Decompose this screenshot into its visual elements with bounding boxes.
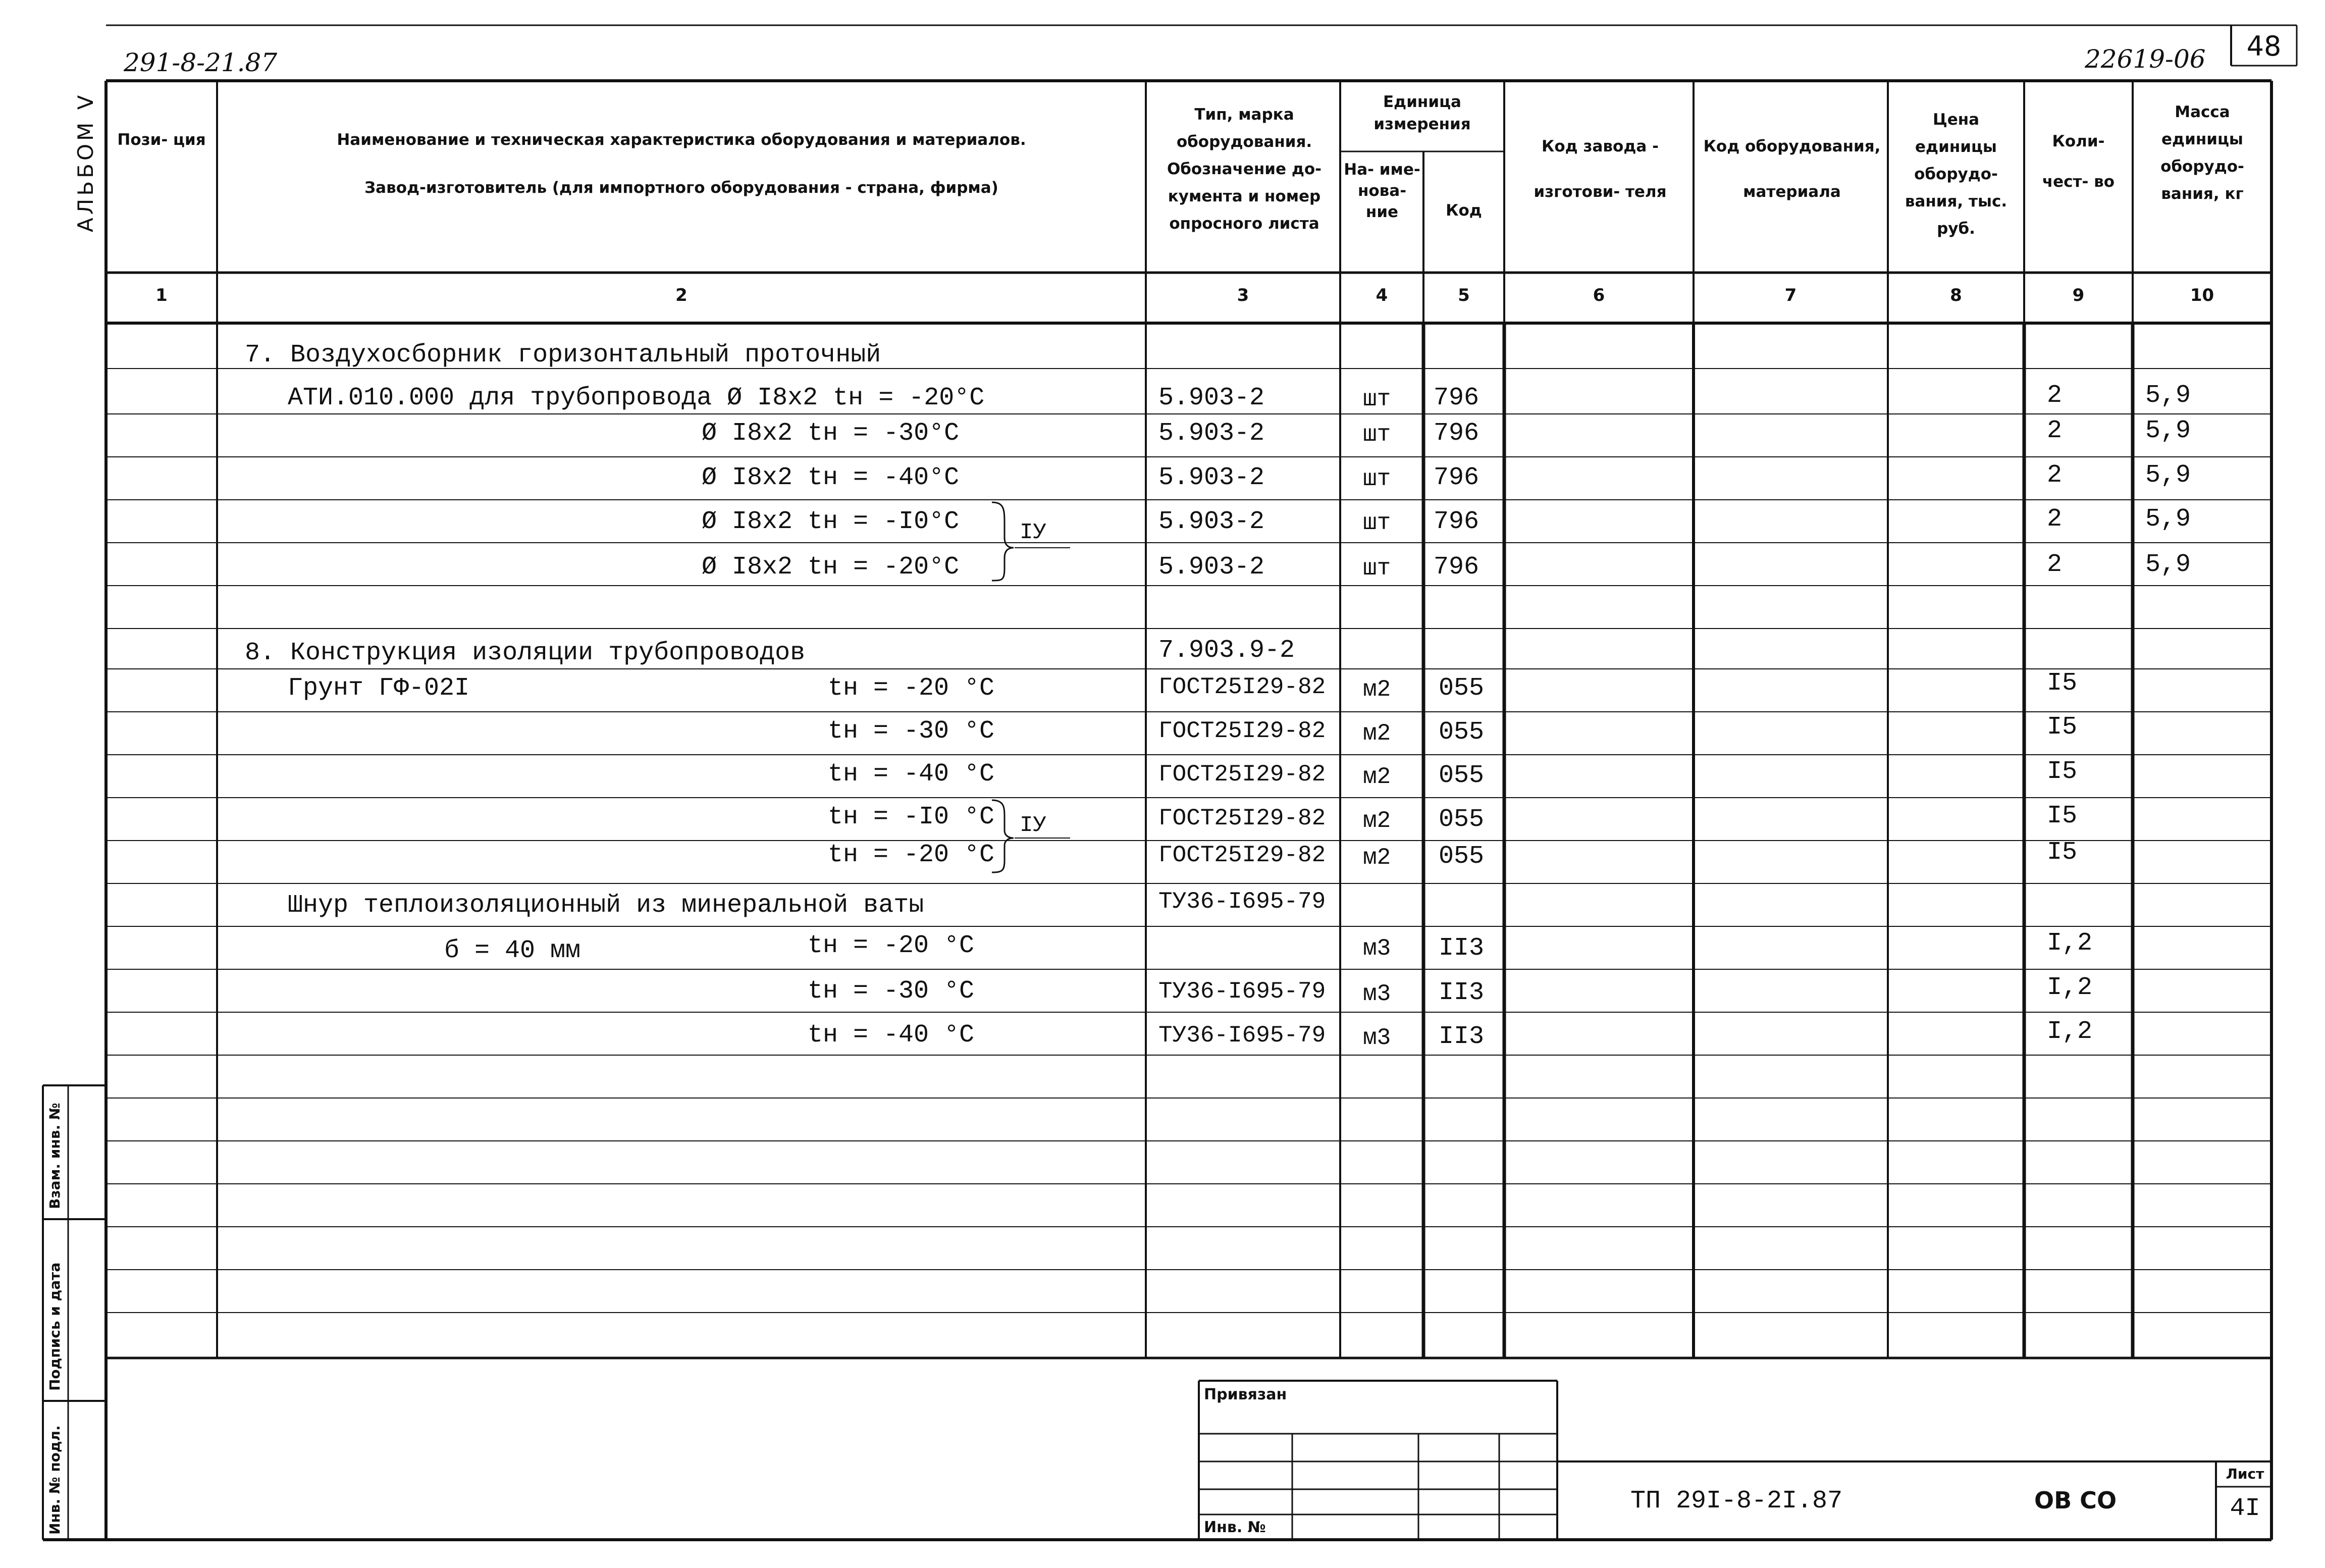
row-unit: м3 [1363, 935, 1391, 962]
row-doc: ТУ36-I695-79 [1158, 1022, 1326, 1049]
col-number: 4 [1376, 285, 1388, 305]
row-doc: ТУ36-I695-79 [1158, 978, 1326, 1005]
row-temp: tн = -20 °C [808, 931, 975, 960]
row-name: Грунт ГФ-02I [288, 674, 470, 703]
row-code: II3 [1439, 1022, 1485, 1051]
row-temp: tн = -40 °C [828, 760, 995, 789]
header-price: Цена единицы оборудо- вания, тыс. руб. [1905, 111, 2007, 238]
row-name: АТИ.010.000 для трубопровода Ø I8x2 tн = -20°C [288, 384, 985, 412]
header-unit-code: Код [1446, 201, 1482, 220]
row-qty: 2 [2047, 461, 2063, 490]
row-code: 796 [1434, 553, 1479, 582]
header-equipment-code: Код оборудования, материала [1703, 137, 1881, 201]
col-number: 7 [1784, 285, 1797, 305]
row-temp: tн = -I0 °C [828, 803, 995, 831]
row-qty: 2 [2047, 416, 2063, 445]
col-number: 9 [2072, 285, 2085, 305]
row-code: 796 [1434, 384, 1479, 412]
row-qty: I5 [2047, 757, 2078, 786]
album-label: АЛЬБОМ V [73, 92, 98, 232]
row-doc: ГОСТ25I29-82 [1158, 805, 1326, 831]
row-name: Ø I8x2 tн = -I0°C [702, 507, 960, 536]
row-temp: tн = -20 °C [828, 674, 995, 703]
row-code: 055 [1439, 718, 1485, 747]
header-quantity: Коли- чест- во [2042, 132, 2115, 191]
row-unit: м2 [1363, 720, 1391, 747]
page-number: 48 [2246, 30, 2282, 62]
row-unit: шт [1363, 466, 1391, 492]
top-left-number: 291-8-21.87 [124, 48, 278, 77]
row-doc: 5.903-2 [1158, 419, 1265, 448]
row-code: 055 [1439, 674, 1485, 703]
col-number: 6 [1593, 285, 1605, 305]
row-code: 796 [1434, 463, 1479, 492]
row-qty: I5 [2047, 713, 2078, 742]
col-number: 1 [155, 285, 168, 305]
row-code: II3 [1439, 934, 1485, 963]
row-mass: 5,9 [2145, 416, 2191, 445]
row-mass: 5,9 [2145, 381, 2191, 410]
row-unit: м2 [1363, 808, 1391, 834]
row-qty: 2 [2047, 381, 2063, 410]
row-name: Ø I8x2 tн = -20°C [702, 553, 960, 582]
brace-label: IУ [1020, 813, 1046, 838]
row-temp: tн = -40 °C [808, 1021, 975, 1050]
row-qty: I,2 [2047, 973, 2093, 1002]
row-name: Ø I8x2 tн = -30°C [702, 419, 960, 448]
col-number: 3 [1237, 285, 1249, 305]
row-code: 055 [1439, 761, 1485, 790]
row-temp: tн = -30 °C [828, 717, 995, 746]
top-right-number: 22619-06 [2085, 44, 2206, 74]
row-doc: ГОСТ25I29-82 [1158, 761, 1326, 788]
row-qty: 2 [2047, 505, 2063, 534]
header-unit-name: На- име- нова- ние [1344, 161, 1420, 221]
sidebar-inv: Инв. № подл. [46, 1425, 63, 1535]
stamp-sheet-number: 4I [2230, 1494, 2260, 1523]
row-code: 055 [1439, 842, 1485, 871]
row-qty: I5 [2047, 802, 2078, 830]
col-number: 2 [675, 285, 688, 305]
row-doc: 5.903-2 [1158, 384, 1265, 412]
row-mass: 5,9 [2145, 550, 2191, 579]
header-factory-code: Код завода - изготови- теля [1534, 137, 1667, 201]
row-doc: ГОСТ25I29-82 [1158, 842, 1326, 868]
sidebar-podpis: Подпись и дата [46, 1262, 63, 1391]
row-doc: 5.903-2 [1158, 463, 1265, 492]
header-position: Пози- ция [117, 131, 206, 149]
stamp-code: ОВ СО [2034, 1487, 2117, 1514]
stamp-sheet-label: Лист [2226, 1466, 2264, 1482]
row-unit: м3 [1363, 1025, 1391, 1051]
stamp-inv-no: Инв. № [1204, 1519, 1266, 1536]
row-temp: tн = -30 °C [808, 977, 975, 1006]
row-qty: I,2 [2047, 929, 2093, 958]
row-unit: шт [1363, 422, 1391, 448]
row-unit: шт [1363, 555, 1391, 582]
header-type: Тип, марка оборудования. Обозначение до- кумента и номер опросного листа [1167, 106, 1322, 233]
row-unit: м2 [1363, 764, 1391, 790]
sidebar-vzam: Взам. инв. № [46, 1103, 63, 1209]
section-title: 8. Конструкция изоляции трубопроводов [245, 639, 806, 667]
row-doc: ТУ36-I695-79 [1158, 888, 1326, 915]
row-doc: 5.903-2 [1158, 553, 1265, 582]
header-mass: Масса единицы оборудо- вания, кг [2160, 103, 2244, 203]
stamp-privyazan: Привязан [1204, 1386, 1287, 1403]
stamp-designation: ТП 29I-8-2I.87 [1630, 1487, 1843, 1515]
col-number: 5 [1458, 285, 1470, 305]
col-number: 8 [1950, 285, 1962, 305]
row-unit: м2 [1363, 676, 1391, 703]
row-qty: I5 [2047, 669, 2078, 698]
row-doc: 7.903.9-2 [1158, 636, 1295, 665]
row-doc: ГОСТ25I29-82 [1158, 718, 1326, 744]
row-name: Ø I8x2 tн = -40°C [702, 463, 960, 492]
row-mass: 5,9 [2145, 461, 2191, 490]
header-unit-group: Единица измерения [1373, 93, 1471, 133]
row-qty: I5 [2047, 838, 2078, 867]
row-name: б = 40 мм [444, 936, 581, 965]
header-name-line2: Завод-изготовитель (для импортного оборудования - страна, фирма) [364, 179, 998, 197]
row-code: 796 [1434, 507, 1479, 536]
row-code: 796 [1434, 419, 1479, 448]
row-code: II3 [1439, 978, 1485, 1007]
row-code: 055 [1439, 805, 1485, 834]
row-temp: tн = -20 °C [828, 841, 995, 869]
row-unit: м3 [1363, 981, 1391, 1007]
col-number: 10 [2190, 285, 2214, 305]
row-unit: м2 [1363, 845, 1391, 871]
row-name: Шнур теплоизоляционный из минеральной ваты [288, 891, 924, 920]
section-title: 7. Воздухосборник горизонтальный проточный [245, 341, 881, 370]
row-mass: 5,9 [2145, 505, 2191, 534]
brace-label: IУ [1020, 520, 1046, 545]
row-qty: 2 [2047, 550, 2063, 579]
row-unit: шт [1363, 510, 1391, 536]
row-doc: ГОСТ25I29-82 [1158, 674, 1326, 700]
row-doc: 5.903-2 [1158, 507, 1265, 536]
header-name-line1: Наименование и техническая характеристика оборудования и материалов. [337, 131, 1026, 149]
row-unit: шт [1363, 386, 1391, 412]
row-qty: I,2 [2047, 1017, 2093, 1046]
